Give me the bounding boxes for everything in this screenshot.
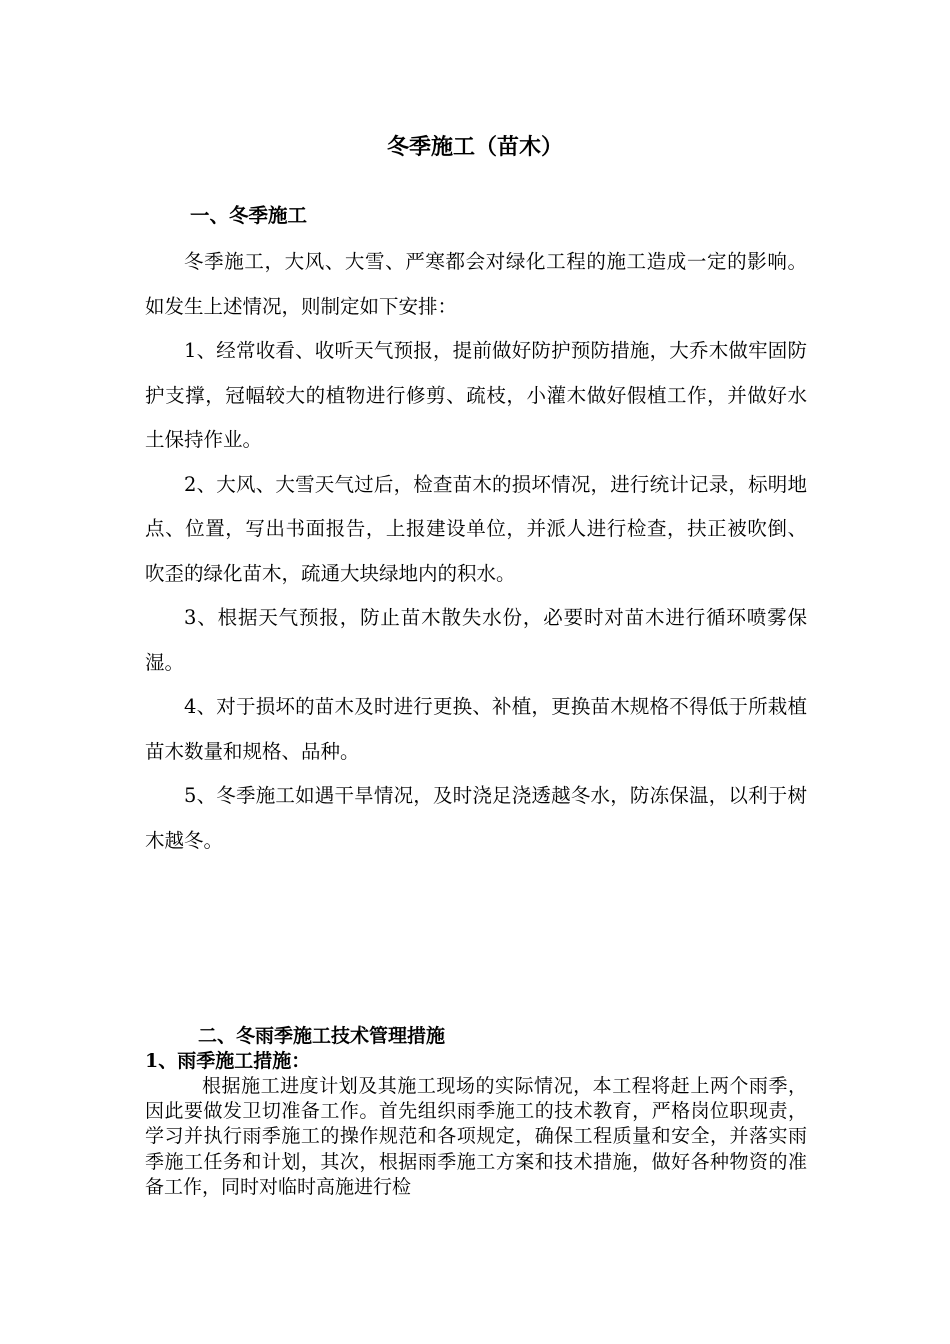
paragraph-item-4: 4、对于损坏的苗木及时进行更换、补植，更换苗木规格不得低于所栽植苗木数量和规格、品种。: [145, 695, 807, 763]
subsection-heading: 1、雨季施工措施：: [145, 1050, 311, 1072]
document-title: 冬季施工（苗木）: [386, 134, 563, 160]
paragraph-intro: 冬季施工，大风、大雪、严寒都会对绿化工程的施工造成一定的影响。如发生上述情况，则制定如下安排：: [145, 250, 807, 318]
section-winter-rainy-measures: [145, 1023, 807, 1200]
paragraph-rainy-season: 根据施工进度计划及其施工现场的实际情况，本工程将赶上两个雨季，因此要做发卫切准备工作。首先组织雨季施工的技术教育，严格岗位职现责，学习并执行雨季施工的操作规范和各项规定，确保工程质量和安全，并落实雨季施工任务和计划，其次，根据雨季施工方案和技术措施，做好各种物资的准备工作，同时对临时高施进行检: [145, 1075, 807, 1198]
paragraph-item-5: 5、冬季施工如遇干旱情况，及时浇足浇透越冬水，防冻保温，以利于树木越冬。: [145, 784, 807, 852]
paragraph-item-3: 3、根据天气预报，防止苗木散失水份，必要时对苗木进行循环喷雾保湿。: [145, 606, 807, 674]
section-winter-construction: [145, 200, 807, 863]
section-heading: 二、冬雨季施工技术管理措施: [198, 1025, 446, 1047]
paragraph-item-2: 2、大风、大雪天气过后，检查苗木的损坏情况，进行统计记录，标明地点、位置，写出书面报告，上报建设单位，并派人进行检查，扶正被吹倒、吹歪的绿化苗木，疏通大块绿地内的积水。: [145, 472, 807, 585]
section-heading: 一、冬季施工: [190, 204, 308, 227]
paragraph-item-1: 1、经常收看、收听天气预报，提前做好防护预防措施，大乔木做牢固防护支撑，冠幅较大的植物进行修剪、疏枝，小灌木做好假植工作，并做好水土保持作业。: [145, 339, 807, 451]
